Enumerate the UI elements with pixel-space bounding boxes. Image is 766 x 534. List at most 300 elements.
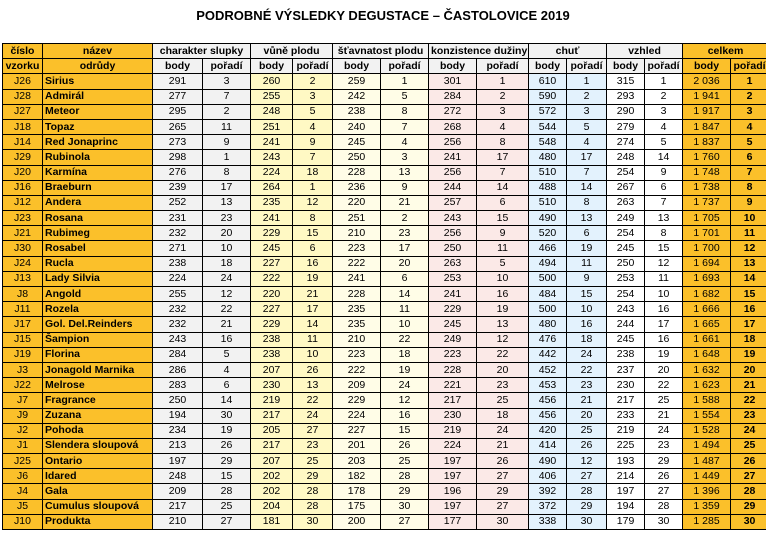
cell-celkem-body: 1 694 [683,256,731,271]
table-row [3,119,766,134]
cell-charakter-poradi: 1 [203,150,251,165]
header-poradi: pořadí [293,59,333,74]
table-row [3,332,766,347]
cell-vune-body: 181 [251,514,293,529]
cell-celkem-poradi: 30 [731,514,766,529]
cell-chut-poradi: 3 [567,104,607,119]
cell-vzhled-body: 249 [607,211,645,226]
cell-chut-body: 572 [529,104,567,119]
cell-celkem-poradi: 13 [731,256,766,271]
cell-celkem-body: 1 941 [683,89,731,104]
cell-konzistence-body: 241 [429,287,477,302]
header-poradi: pořadí [645,59,683,74]
table-row [3,271,766,286]
table-row [3,287,766,302]
cell-vzhled-body: 274 [607,135,645,150]
cell-vune-body: 255 [251,89,293,104]
cell-vune-poradi: 18 [293,165,333,180]
results-table [2,43,766,530]
cell-stavnatost-body: 235 [333,317,381,332]
cell-vzhled-poradi: 28 [645,499,683,514]
cell-konzistence-body: 243 [429,211,477,226]
cell-konzistence-body: 256 [429,135,477,150]
cell-id: J24 [3,256,43,271]
cell-name: Sirius [43,74,153,89]
cell-chut-body: 466 [529,241,567,256]
cell-celkem-poradi: 5 [731,135,766,150]
cell-konzistence-poradi: 2 [477,89,529,104]
cell-vune-body: 222 [251,271,293,286]
cell-charakter-poradi: 23 [203,211,251,226]
cell-id: J25 [3,454,43,469]
cell-stavnatost-body: 222 [333,362,381,377]
cell-konzistence-poradi: 9 [477,226,529,241]
cell-stavnatost-poradi: 12 [381,393,429,408]
cell-chut-poradi: 30 [567,514,607,529]
cell-chut-poradi: 26 [567,438,607,453]
header-body: body [153,59,203,74]
cell-id: J7 [3,393,43,408]
cell-vzhled-body: 253 [607,271,645,286]
cell-konzistence-body: 177 [429,514,477,529]
cell-vune-poradi: 28 [293,484,333,499]
cell-celkem-poradi: 10 [731,211,766,226]
cell-celkem-body: 1 487 [683,454,731,469]
cell-name: Karmína [43,165,153,180]
cell-stavnatost-poradi: 18 [381,347,429,362]
cell-vune-body: 230 [251,378,293,393]
table-row [3,226,766,241]
cell-charakter-body: 232 [153,317,203,332]
cell-charakter-poradi: 5 [203,347,251,362]
cell-celkem-body: 1 449 [683,469,731,484]
cell-celkem-poradi: 8 [731,180,766,195]
header-poradi: pořadí [567,59,607,74]
cell-vzhled-poradi: 7 [645,195,683,210]
cell-celkem-poradi: 6 [731,150,766,165]
cell-charakter-body: 224 [153,271,203,286]
cell-charakter-body: 194 [153,408,203,423]
cell-chut-poradi: 9 [567,271,607,286]
cell-chut-poradi: 13 [567,211,607,226]
table-row [3,362,766,377]
cell-celkem-poradi: 19 [731,347,766,362]
cell-chut-poradi: 19 [567,241,607,256]
cell-vune-body: 235 [251,195,293,210]
cell-charakter-poradi: 21 [203,317,251,332]
table-row [3,454,766,469]
cell-id: J21 [3,226,43,241]
header-body: body [333,59,381,74]
cell-stavnatost-body: 241 [333,271,381,286]
cell-charakter-body: 295 [153,104,203,119]
cell-charakter-body: 252 [153,195,203,210]
cell-celkem-poradi: 27 [731,469,766,484]
cell-konzistence-poradi: 20 [477,362,529,377]
cell-celkem-poradi: 9 [731,195,766,210]
cell-charakter-poradi: 24 [203,271,251,286]
cell-vzhled-body: 233 [607,408,645,423]
cell-celkem-body: 1 588 [683,393,731,408]
table-row [3,469,766,484]
cell-celkem-poradi: 15 [731,287,766,302]
cell-konzistence-poradi: 11 [477,241,529,256]
cell-vune-body: 243 [251,150,293,165]
cell-vune-poradi: 7 [293,150,333,165]
cell-vzhled-poradi: 26 [645,469,683,484]
cell-vune-body: 241 [251,135,293,150]
cell-konzistence-poradi: 3 [477,104,529,119]
cell-id: J5 [3,499,43,514]
table-row [3,104,766,119]
table-row [3,180,766,195]
cell-vzhled-body: 193 [607,454,645,469]
cell-vzhled-body: 217 [607,393,645,408]
cell-charakter-body: 271 [153,241,203,256]
table-row [3,347,766,362]
cell-charakter-body: 231 [153,211,203,226]
cell-name: Ontario [43,454,153,469]
cell-vzhled-body: 194 [607,499,645,514]
cell-vzhled-body: 245 [607,332,645,347]
cell-stavnatost-body: 236 [333,180,381,195]
cell-charakter-body: 265 [153,119,203,134]
header-celkem: celkem [683,44,766,59]
cell-stavnatost-poradi: 16 [381,408,429,423]
cell-stavnatost-body: 222 [333,256,381,271]
cell-konzistence-body: 268 [429,119,477,134]
cell-chut-body: 480 [529,150,567,165]
cell-celkem-body: 1 648 [683,347,731,362]
cell-celkem-poradi: 7 [731,165,766,180]
cell-celkem-body: 1 847 [683,119,731,134]
cell-stavnatost-poradi: 1 [381,74,429,89]
cell-vune-body: 224 [251,165,293,180]
cell-charakter-body: 284 [153,347,203,362]
cell-stavnatost-poradi: 17 [381,241,429,256]
cell-id: J26 [3,74,43,89]
cell-konzistence-poradi: 5 [477,256,529,271]
cell-celkem-poradi: 1 [731,74,766,89]
cell-konzistence-poradi: 13 [477,317,529,332]
cell-konzistence-poradi: 27 [477,499,529,514]
cell-konzistence-body: 221 [429,378,477,393]
cell-vune-body: 217 [251,438,293,453]
cell-stavnatost-poradi: 3 [381,150,429,165]
cell-vzhled-body: 245 [607,241,645,256]
cell-konzistence-body: 196 [429,484,477,499]
cell-vune-poradi: 28 [293,499,333,514]
cell-id: J3 [3,362,43,377]
header-row-top [3,44,766,59]
cell-vune-poradi: 11 [293,332,333,347]
cell-vzhled-poradi: 1 [645,74,683,89]
cell-vzhled-body: 214 [607,469,645,484]
cell-name: Topaz [43,119,153,134]
cell-charakter-body: 277 [153,89,203,104]
cell-konzistence-poradi: 29 [477,484,529,499]
cell-celkem-poradi: 3 [731,104,766,119]
cell-charakter-body: 243 [153,332,203,347]
cell-vzhled-body: 293 [607,89,645,104]
cell-vzhled-poradi: 8 [645,226,683,241]
cell-vune-poradi: 16 [293,256,333,271]
cell-vzhled-body: 225 [607,438,645,453]
cell-chut-poradi: 23 [567,378,607,393]
cell-celkem-body: 1 682 [683,287,731,302]
cell-stavnatost-poradi: 10 [381,317,429,332]
cell-vune-poradi: 3 [293,89,333,104]
cell-charakter-poradi: 11 [203,119,251,134]
table-row [3,499,766,514]
cell-konzistence-poradi: 8 [477,135,529,150]
cell-vune-poradi: 17 [293,302,333,317]
cell-id: J13 [3,271,43,286]
cell-name: Melrose [43,378,153,393]
header-id-top: číslo [3,44,43,59]
cell-stavnatost-poradi: 14 [381,287,429,302]
cell-stavnatost-body: 223 [333,347,381,362]
cell-charakter-poradi: 8 [203,165,251,180]
table-row [3,317,766,332]
cell-id: J30 [3,241,43,256]
cell-vune-poradi: 6 [293,241,333,256]
cell-konzistence-poradi: 10 [477,271,529,286]
cell-vzhled-body: 254 [607,287,645,302]
table-row [3,423,766,438]
cell-chut-poradi: 29 [567,499,607,514]
cell-celkem-poradi: 29 [731,499,766,514]
header-charakter-slupky: charakter slupky [153,44,251,59]
cell-charakter-poradi: 4 [203,362,251,377]
cell-stavnatost-poradi: 2 [381,211,429,226]
cell-vzhled-poradi: 4 [645,119,683,134]
cell-vzhled-poradi: 10 [645,287,683,302]
cell-charakter-body: 255 [153,287,203,302]
cell-chut-body: 590 [529,89,567,104]
cell-vzhled-poradi: 23 [645,438,683,453]
cell-vune-poradi: 19 [293,271,333,286]
cell-celkem-body: 1 494 [683,438,731,453]
cell-konzistence-poradi: 1 [477,74,529,89]
cell-stavnatost-body: 210 [333,332,381,347]
cell-chut-body: 453 [529,378,567,393]
cell-konzistence-body: 197 [429,454,477,469]
cell-vzhled-poradi: 16 [645,302,683,317]
cell-celkem-body: 1 632 [683,362,731,377]
header-chut: chuť [529,44,607,59]
cell-celkem-body: 2 036 [683,74,731,89]
cell-name: Florina [43,347,153,362]
cell-chut-poradi: 20 [567,408,607,423]
cell-name: Rosabel [43,241,153,256]
cell-charakter-poradi: 20 [203,226,251,241]
cell-vune-body: 248 [251,104,293,119]
cell-vune-poradi: 2 [293,74,333,89]
cell-vzhled-body: 279 [607,119,645,134]
cell-vune-poradi: 10 [293,347,333,362]
cell-celkem-poradi: 24 [731,423,766,438]
cell-vune-body: 217 [251,408,293,423]
cell-celkem-body: 1 285 [683,514,731,529]
cell-chut-poradi: 21 [567,393,607,408]
cell-konzistence-poradi: 15 [477,211,529,226]
cell-id: J11 [3,302,43,317]
table-row [3,150,766,165]
cell-chut-body: 610 [529,74,567,89]
cell-stavnatost-poradi: 29 [381,484,429,499]
cell-stavnatost-body: 200 [333,514,381,529]
cell-id: J10 [3,514,43,529]
table-row [3,378,766,393]
cell-name: Jonagold Marnika [43,362,153,377]
cell-vzhled-poradi: 27 [645,484,683,499]
cell-chut-body: 484 [529,287,567,302]
cell-stavnatost-poradi: 24 [381,378,429,393]
cell-stavnatost-body: 259 [333,74,381,89]
cell-vzhled-poradi: 29 [645,454,683,469]
table-row [3,302,766,317]
cell-konzistence-body: 284 [429,89,477,104]
cell-chut-poradi: 24 [567,347,607,362]
cell-vzhled-poradi: 9 [645,165,683,180]
cell-stavnatost-poradi: 11 [381,302,429,317]
cell-id: J28 [3,89,43,104]
page-title: PODROBNÉ VÝSLEDKY DEGUSTACE – ČASTOLOVICE 2019 [196,8,570,23]
cell-celkem-body: 1 701 [683,226,731,241]
cell-chut-body: 480 [529,317,567,332]
cell-stavnatost-body: 178 [333,484,381,499]
cell-stavnatost-body: 235 [333,302,381,317]
cell-stavnatost-poradi: 4 [381,135,429,150]
cell-celkem-body: 1 917 [683,104,731,119]
cell-charakter-body: 209 [153,484,203,499]
cell-stavnatost-body: 182 [333,469,381,484]
cell-celkem-body: 1 623 [683,378,731,393]
cell-name: Cumulus sloupová [43,499,153,514]
cell-vzhled-poradi: 16 [645,332,683,347]
cell-konzistence-body: 228 [429,362,477,377]
cell-konzistence-poradi: 27 [477,469,529,484]
cell-vzhled-body: 254 [607,226,645,241]
cell-konzistence-poradi: 18 [477,408,529,423]
cell-stavnatost-poradi: 30 [381,499,429,514]
cell-vzhled-poradi: 25 [645,393,683,408]
cell-name: Rozela [43,302,153,317]
cell-vzhled-poradi: 14 [645,150,683,165]
cell-id: J16 [3,180,43,195]
cell-vune-poradi: 27 [293,423,333,438]
cell-konzistence-body: 223 [429,347,477,362]
cell-vzhled-poradi: 11 [645,271,683,286]
cell-name: Rucla [43,256,153,271]
cell-id: J18 [3,119,43,134]
cell-vune-body: 202 [251,484,293,499]
cell-vzhled-body: 219 [607,423,645,438]
cell-vune-poradi: 4 [293,119,333,134]
cell-name: Braeburn [43,180,153,195]
cell-vzhled-body: 238 [607,347,645,362]
cell-celkem-poradi: 17 [731,317,766,332]
cell-vune-poradi: 26 [293,362,333,377]
cell-konzistence-poradi: 22 [477,347,529,362]
cell-charakter-poradi: 27 [203,514,251,529]
cell-vzhled-poradi: 30 [645,514,683,529]
cell-konzistence-body: 250 [429,241,477,256]
cell-stavnatost-body: 250 [333,150,381,165]
cell-stavnatost-poradi: 28 [381,469,429,484]
cell-id: J14 [3,135,43,150]
cell-charakter-body: 248 [153,469,203,484]
cell-celkem-body: 1 693 [683,271,731,286]
cell-name: Fragrance [43,393,153,408]
cell-charakter-poradi: 19 [203,423,251,438]
cell-id: J15 [3,332,43,347]
cell-vune-poradi: 5 [293,104,333,119]
cell-charakter-body: 210 [153,514,203,529]
cell-celkem-poradi: 25 [731,438,766,453]
cell-chut-poradi: 1 [567,74,607,89]
cell-vune-poradi: 9 [293,135,333,150]
cell-konzistence-body: 257 [429,195,477,210]
cell-konzistence-poradi: 30 [477,514,529,529]
cell-chut-poradi: 17 [567,150,607,165]
cell-name: Gala [43,484,153,499]
cell-stavnatost-body: 228 [333,287,381,302]
cell-vune-body: 229 [251,226,293,241]
cell-name: Zuzana [43,408,153,423]
header-vzhled: vzhled [607,44,683,59]
cell-vune-poradi: 13 [293,378,333,393]
cell-celkem-body: 1 705 [683,211,731,226]
table-row [3,241,766,256]
cell-id: J29 [3,150,43,165]
cell-name: Šampion [43,332,153,347]
cell-celkem-poradi: 26 [731,454,766,469]
cell-vzhled-poradi: 6 [645,180,683,195]
cell-charakter-body: 291 [153,74,203,89]
cell-name: Meteor [43,104,153,119]
header-row-bottom [3,59,766,74]
cell-name: Rubimeg [43,226,153,241]
cell-chut-body: 456 [529,408,567,423]
cell-id: J17 [3,317,43,332]
cell-id: J19 [3,347,43,362]
header-poradi: pořadí [731,59,766,74]
table-row [3,484,766,499]
cell-name: Lady Silvia [43,271,153,286]
cell-celkem-body: 1 748 [683,165,731,180]
cell-vzhled-poradi: 15 [645,241,683,256]
cell-chut-body: 452 [529,362,567,377]
cell-chut-poradi: 14 [567,180,607,195]
cell-konzistence-poradi: 21 [477,438,529,453]
cell-celkem-poradi: 2 [731,89,766,104]
table-row [3,514,766,529]
cell-celkem-body: 1 396 [683,484,731,499]
cell-chut-body: 420 [529,423,567,438]
cell-konzistence-body: 256 [429,226,477,241]
cell-vzhled-body: 315 [607,74,645,89]
cell-stavnatost-poradi: 20 [381,256,429,271]
table-row [3,89,766,104]
cell-vune-body: 260 [251,74,293,89]
cell-chut-poradi: 10 [567,302,607,317]
cell-celkem-poradi: 21 [731,378,766,393]
cell-vune-body: 238 [251,347,293,362]
cell-stavnatost-poradi: 9 [381,180,429,195]
cell-chut-body: 544 [529,119,567,134]
